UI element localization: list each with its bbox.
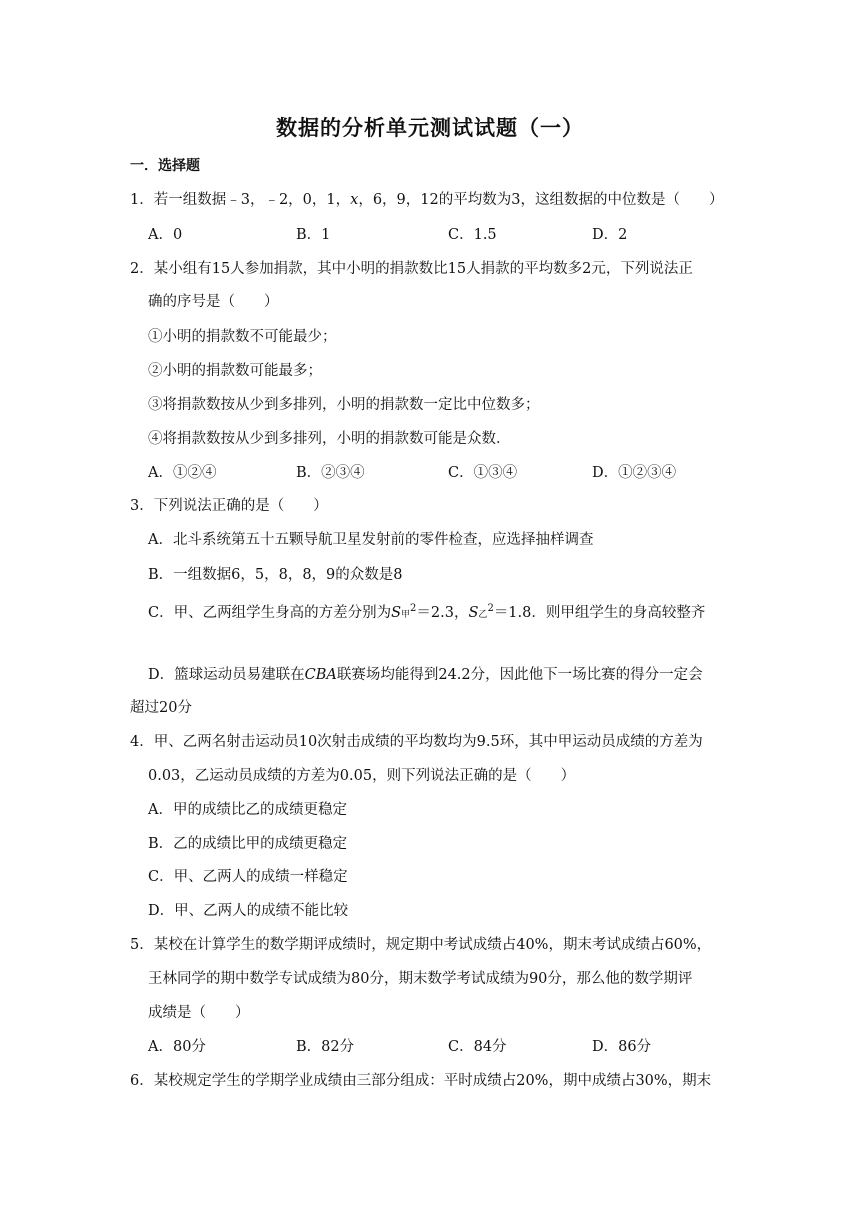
question-4-stem-line1: 4．甲、乙两名射击运动员10次射击成绩的平均数均为9.5环，其中甲运动员成绩的方差为: [130, 734, 703, 750]
question-1-option-d: D．2: [592, 227, 628, 243]
variance-symbol-a: S: [391, 604, 402, 621]
question-2-stem-line2: 确的序号是（ ）: [148, 294, 279, 310]
question-5-stem-line1: 5．某校在计算学生的数学期评成绩时，规定期中考试成绩占40%，期末考试成绩占60%，: [130, 937, 712, 953]
page-title: 数据的分析单元测试试题（一）: [276, 115, 584, 140]
variable-x: x: [350, 192, 359, 208]
question-4-stem-line2: 0.03，乙运动员成绩的方差为0.05，则下列说法正确的是（ ）: [148, 768, 576, 784]
question-5-option-c: C．84分: [448, 1039, 507, 1055]
question-2-item-4: ④将捐款数按从少到多排列，小明的捐款数可能是众数．: [148, 431, 511, 447]
question-5-stem-line3: 成绩是（ ）: [148, 1005, 250, 1021]
exponent-2-a: 2: [410, 603, 417, 614]
section-heading: 一．选择题: [130, 158, 200, 174]
question-5-stem-line2: 王林同学的期中数学专试成绩为80分，期末数学考试成绩为90分，那么他的数学期评: [148, 971, 693, 987]
question-3-option-b: B．一组数据6，5，8，8，9的众数是8: [148, 567, 403, 583]
question-2-option-c: C．①③④: [448, 465, 518, 481]
question-3-stem: 3．下列说法正确的是（ ）: [130, 498, 328, 514]
question-1-stem-post: ，6，9，12的平均数为3，这组数据的中位数是（ ）: [358, 192, 724, 208]
exponent-2-b: 2: [487, 603, 494, 614]
question-2-item-2: ②小明的捐款数可能最多；: [148, 363, 322, 379]
question-3-option-d-post: 联赛场均能得到24.2分，因此他下一场比赛的得分一定会: [336, 667, 703, 683]
question-1-option-c: C．1.5: [448, 227, 497, 243]
question-3-option-d-line2: 超过20分: [130, 700, 192, 716]
subscript-jia: 甲: [401, 609, 411, 620]
question-2-option-d: D．①②③④: [592, 465, 677, 481]
question-3-option-c-post: ＝1.8．则甲组学生的身高较整齐: [493, 604, 706, 621]
question-1-option-b: B．1: [296, 227, 331, 243]
question-5-option-a: A．80分: [148, 1039, 206, 1055]
variance-symbol-b: S: [468, 604, 479, 621]
question-3-option-c: [148, 599, 705, 625]
question-2-stem-line1: 2．某小组有15人参加捐款，其中小明的捐款数比15人捐款的平均数多2元，下列说法正: [130, 261, 693, 277]
question-1-stem: [130, 190, 723, 210]
subscript-yi: 乙: [478, 609, 488, 620]
question-4-option-b: B．乙的成绩比甲的成绩更稳定: [148, 836, 348, 852]
question-4-option-c: C．甲、乙两人的成绩一样稳定: [148, 869, 348, 885]
question-1-stem-pre: 1．若一组数据﹣3，﹣2，0，1，: [130, 192, 351, 208]
question-5-option-d: D．86分: [592, 1039, 652, 1055]
question-2-option-b: B．②③④: [296, 465, 365, 481]
question-6-stem-line1: 6．某校规定学生的学期学业成绩由三部分组成：平时成绩占20%，期中成绩占30%，期末: [130, 1073, 712, 1089]
question-2-option-a: A．①②④: [148, 465, 217, 481]
question-3-option-a: A．北斗系统第五十五颗导航卫星发射前的零件检查，应选择抽样调查: [148, 532, 594, 548]
question-2-item-3: ③将捐款数按从少到多排列，小明的捐款数一定比中位数多；: [148, 397, 540, 413]
league-name-cba: CBA: [304, 667, 337, 683]
question-3-option-d: [148, 665, 703, 685]
question-3-option-d-pre: D．篮球运动员易建联在: [148, 667, 305, 683]
question-5-option-b: B．82分: [296, 1039, 355, 1055]
question-4-option-a: A．甲的成绩比乙的成绩更稳定: [148, 802, 347, 818]
question-3-option-c-mid: ＝2.3，: [416, 604, 469, 621]
question-4-option-d: D．甲、乙两人的成绩不能比较: [148, 903, 349, 919]
question-1-option-a: A．0: [148, 227, 183, 243]
question-3-option-c-pre: C．甲、乙两组学生身高的方差分别为: [148, 604, 392, 621]
question-2-item-1: ①小明的捐款数不可能最少；: [148, 329, 337, 345]
